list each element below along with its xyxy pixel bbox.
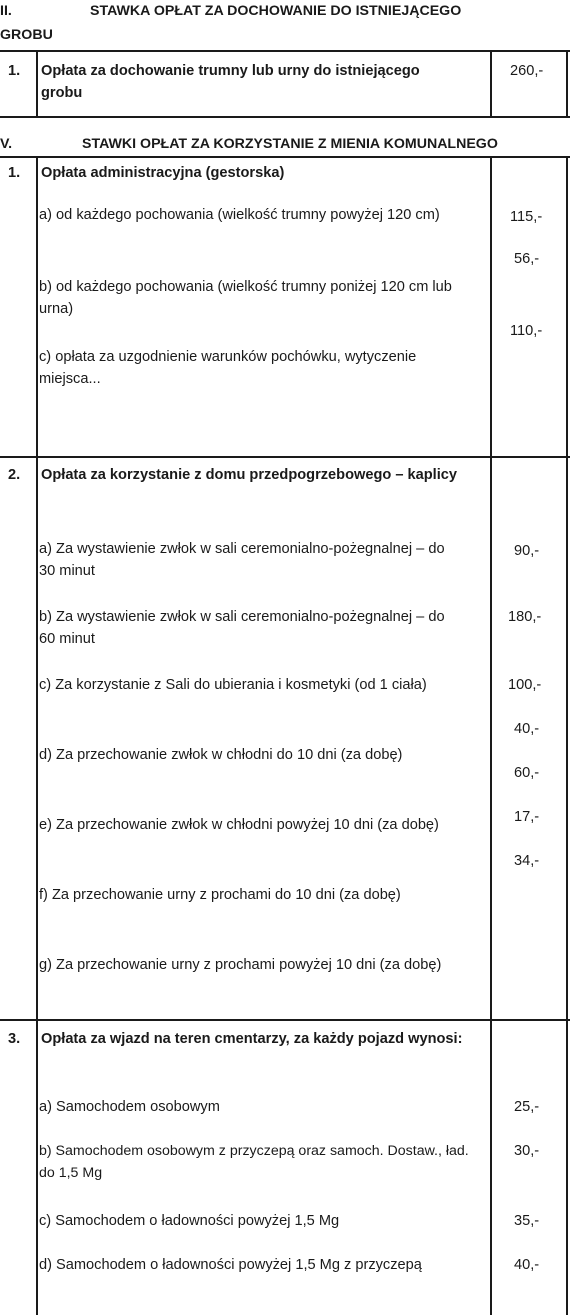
table-border — [566, 50, 568, 118]
list-item: c) Samochodem o ładowności powyżej 1,5 Mg — [39, 1213, 340, 1229]
column-divider — [36, 50, 38, 118]
list-item: g) Za przechowanie urny z prochami powyżej 10 dni (za dobę) — [39, 957, 442, 973]
list-item: b) od każdego pochowania (wielkość trumny poniżej 120 cm lub urna) — [39, 279, 452, 317]
row-price: 40,- — [514, 1257, 540, 1273]
row-price: 180,- — [508, 609, 542, 625]
section-number: V. — [0, 136, 13, 152]
section-number: II. — [0, 3, 12, 19]
row-number: 1. — [8, 63, 21, 79]
list-item: c) opłata za uzgodnienie warunków pochówku, wytyczenie miejsca... — [39, 349, 417, 387]
list-item: a) od każdego pochowania (wielkość trumny powyżej 120 cm) — [39, 207, 440, 223]
row-price: 60,- — [514, 765, 540, 781]
row-price: 110,- — [510, 323, 543, 339]
list-item: a) Samochodem osobowym — [39, 1099, 220, 1115]
column-divider — [490, 50, 492, 118]
list-item: d) Za przechowanie zwłok w chłodni do 10 dni (za dobę) — [39, 747, 403, 763]
table-border — [0, 116, 570, 118]
list-item: b) Samochodem osobowym z przyczepą oraz samoch. Dostaw., ład. do 1,5 Mg — [39, 1143, 469, 1181]
list-item: a) Za wystawienie zwłok w sali ceremonialno-pożegnalnej – do 30 minut — [39, 541, 445, 579]
row-price: 17,- — [514, 809, 540, 825]
row-title: Opłata za dochowanie trumny lub urny do istniejącego grobu — [41, 63, 420, 101]
row-price: 30,- — [514, 1143, 540, 1159]
section-title: STAWKI OPŁAT ZA KORZYSTANIE Z MIENIA KOMUNALNEGO — [82, 136, 498, 152]
table-border — [0, 456, 570, 458]
row-price: 40,- — [514, 721, 540, 737]
list-item: f) Za przechowanie urny z prochami do 10 dni (za dobę) — [39, 887, 401, 903]
row-price: 100,- — [508, 677, 542, 693]
list-item: b) Za wystawienie zwłok w sali ceremonialno-pożegnalnej – do 60 minut — [39, 609, 445, 647]
row-number: 2. — [8, 467, 21, 483]
list-item: e) Za przechowanie zwłok w chłodni powyżej 10 dni (za dobę) — [39, 817, 439, 833]
list-item: c) Za korzystanie z Sali do ubierania i kosmetyki (od 1 ciała) — [39, 677, 427, 693]
row-title: Opłata administracyjna (gestorska) — [41, 165, 285, 181]
row-number: 1. — [8, 165, 21, 181]
row-title: Opłata za wjazd na teren cmentarzy, za każdy pojazd wynosi: — [41, 1031, 463, 1047]
section-title-continued: GROBU — [0, 27, 53, 43]
table-border — [0, 1019, 570, 1021]
column-divider — [36, 156, 38, 1315]
row-price: 35,- — [514, 1213, 540, 1229]
table-border — [566, 156, 568, 1315]
table-border — [0, 50, 570, 52]
row-price: 56,- — [514, 251, 540, 267]
row-price: 34,- — [514, 853, 540, 869]
section-title: STAWKA OPŁAT ZA DOCHOWANIE DO ISTNIEJĄCEGO — [90, 3, 462, 19]
list-item: d) Samochodem o ładowności powyżej 1,5 Mg z przyczepą — [39, 1257, 422, 1273]
row-price: 25,- — [514, 1099, 540, 1115]
row-title: Opłata za korzystanie z domu przedpogrzebowego – kaplicy — [41, 467, 458, 483]
table-border — [0, 156, 570, 158]
row-price: 90,- — [514, 543, 540, 559]
column-divider — [490, 156, 492, 1315]
row-number: 3. — [8, 1031, 21, 1047]
row-price: 115,- — [510, 209, 543, 225]
row-price: 260,- — [510, 63, 544, 79]
